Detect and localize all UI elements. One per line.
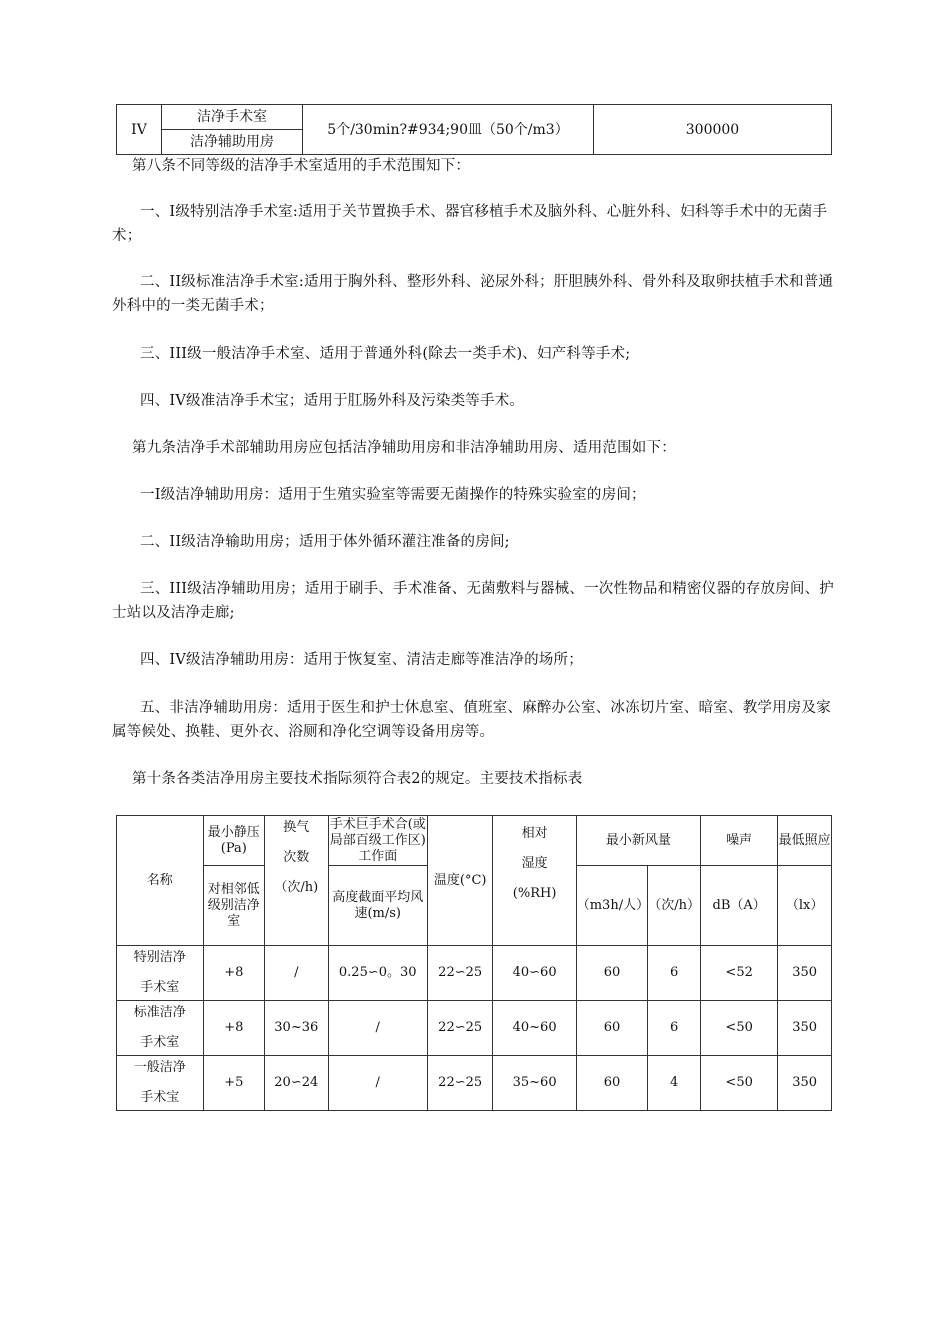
header-temp: 温度(°C) [427,816,493,946]
article-10-heading: 第十条各类洁净用房主要技术指际须符合表2的规定。主要技术指标表 [132,771,583,787]
row-pressure: +8 [203,1001,264,1056]
row-temp: 22∽25 [427,946,493,1001]
row-noise: <50 [701,1001,778,1056]
row-air-change: 20∽24 [264,1056,328,1111]
article-8-heading: 第八条不同等级的洁净手术室适用的手术范围知下： [132,158,471,174]
paragraph: 二、II级标准洁净手术室:适用于胸外科、整形外科、泌尿外科；肝胆胰外科、骨外科及取卵扶植手术和普通外科中的一类无菌手术； [112,274,834,314]
row-illum: 350 [778,1001,832,1056]
header-velocity-sub: 高度截面平均风速(m/s) [328,866,427,946]
article-9-heading: 第九条洁净手术部辅助用房应包括洁净辅助用房和非洁净辅助用房、适用范围如下： [132,440,676,456]
row-humidity: 40~60 [493,1001,576,1056]
room-cell: 洁净手术室 [162,105,303,130]
row-fresh2: 6 [648,946,701,1001]
paragraph: 三、III级一般洁净手术室、适用于普通外科(除去一类手术)、妇产科等手术; [140,346,631,362]
header-fresh-air: 最小新风量 [576,816,700,866]
paragraph: 二、II级洁净输助用房；适用于体外循环灌注准备的房间; [140,534,510,550]
header-velocity: 手术巨手术合(或局部百级工作区)工作面 [329,816,426,864]
row-humidity: 35~60 [493,1056,576,1111]
paragraph: 一I级洁净辅助用房：适用于生殖实验室等需要无菌操作的特殊实验室的房间； [140,487,646,503]
row-fresh1: 60 [576,946,648,1001]
row-temp: 22∽25 [427,1056,493,1111]
header-pressure: 最小静压(Pa) [203,816,264,866]
room-cell: 洁净辅助用房 [162,130,303,155]
header-illum-unit: （lx） [778,866,832,946]
row-name: 一般洁净 手术宝 [117,1056,204,1111]
paragraph: 四、IV级洁净辅助用房：适用于恢复室、清洁走廊等准洁净的场所； [140,652,583,668]
row-noise: <52 [701,946,778,1001]
paragraph: 四、IV级准洁净手术宝；适用于肛肠外科及污染类等手术。 [140,393,525,409]
row-air-change: 30~36 [264,1001,328,1056]
particle-cell: 300000 [594,105,832,155]
row-illum: 350 [778,946,832,1001]
row-fresh1: 60 [576,1001,648,1056]
paragraph: 三、III级洁净辅助用房；适用于刷手、手术准备、无菌敷料与器械、一次性物品和精密仪器的存放房间、护士站以及洁净走廊; [112,581,834,621]
row-pressure: +8 [203,946,264,1001]
table-row [117,1056,832,1111]
row-air-change: / [264,946,328,1001]
row-humidity: 40∽60 [493,946,576,1001]
bacteria-cell: 5个/30min?#934;90皿（50个/m3） [303,105,594,155]
row-noise: <50 [701,1056,778,1111]
row-velocity: / [328,1056,427,1111]
row-name: 特别洁净 手术室 [117,946,204,1001]
table-row [117,946,832,1001]
header-illum: 最低照应 [778,816,832,866]
header-pressure-sub: 对相邻低级别洁净室 [203,866,264,946]
level-cell: IV [117,105,162,155]
row-fresh2: 6 [648,1001,701,1056]
row-velocity: 0.25∽0。30 [328,946,427,1001]
paragraph: 五、非洁净辅助用房：适用于医生和护士休息室、值班室、麻醉办公室、冰冻切片室、暗室、教学用房及家属等候处、换鞋、更外衣、浴厕和净化空调等设备用房等。 [112,700,831,740]
header-fresh-air-unit1: （m3h/人） [576,866,648,946]
header-humidity: 相对 湿度 (%RH) [493,816,576,946]
cleanroom-level-table [116,104,832,155]
table-row [117,1001,832,1056]
row-illum: 350 [778,1056,832,1111]
row-velocity: / [328,1001,427,1056]
header-fresh-air-unit2: （次/h） [648,866,701,946]
row-temp: 22∽25 [427,1001,493,1056]
header-air-change: 换气 次数 （次/h) [264,816,328,946]
row-fresh1: 60 [576,1056,648,1111]
paragraph: 一、I级特别洁净手术室:适用于关节置换手术、器官移植手术及脑外科、心脏外科、妇科等手术中的无菌手术； [112,204,828,244]
header-noise: 噪声 [701,816,778,866]
row-pressure: +5 [203,1056,264,1111]
row-name: 标准洁净 手术室 [117,1001,204,1056]
header-noise-unit: dB（A） [701,866,778,946]
row-fresh2: 4 [648,1056,701,1111]
technical-spec-table [116,815,832,1111]
header-name: 名称 [117,816,204,946]
